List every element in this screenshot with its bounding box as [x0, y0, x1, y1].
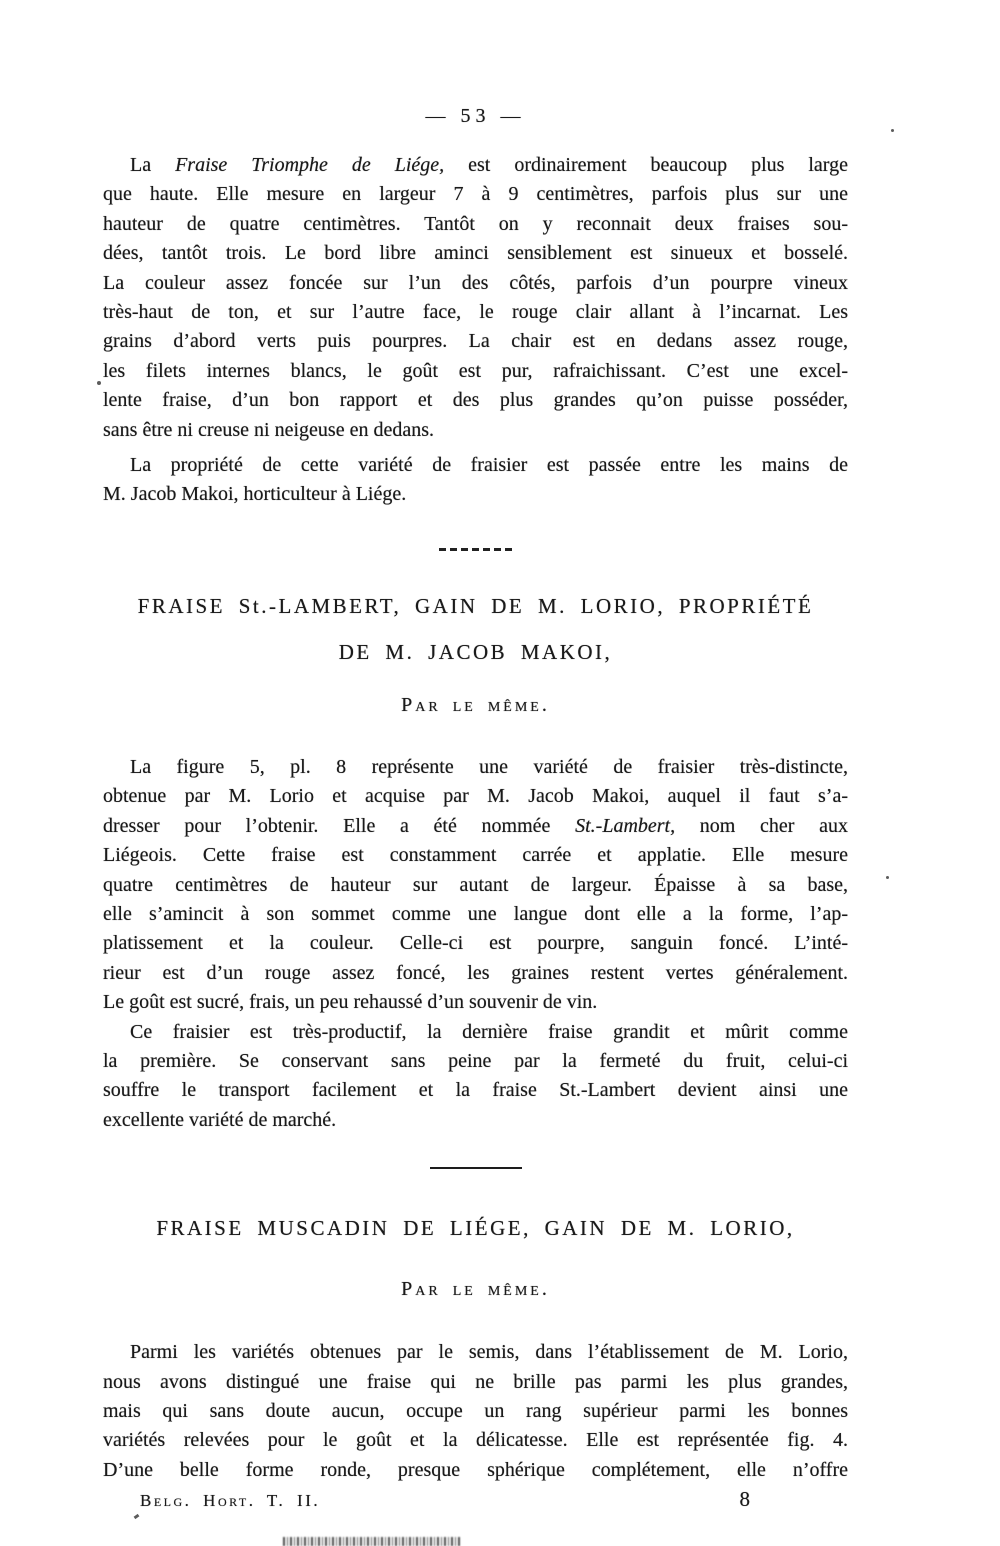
text-line: excellente variété de marché. [103, 1108, 337, 1131]
paragraph-lines [103, 753, 848, 812]
line-segment: La [130, 154, 176, 176]
text-line-with-italic [103, 151, 848, 180]
paragraph-lines [103, 1338, 848, 1485]
paragraph-lines [103, 841, 848, 1017]
section-divider-dashed [439, 548, 513, 551]
paragraph-st-lambert-description [103, 753, 848, 1018]
text-line: les filets internes blancs, le goût est pur, rafraichissant. C’est une excel- [103, 359, 848, 382]
byline-st-lambert: Par le même. [401, 693, 550, 716]
text-line: platissement et la couleur. Celle-ci est pourpre, sanguin foncé. L’inté- [103, 932, 848, 955]
text-line: La figure 5, pl. 8 représente une variété de fraisier très-distincte, [130, 755, 848, 778]
paragraph-lines [103, 180, 848, 445]
text-line: Liégeois. Cette fraise est constamment carrée et applatie. Elle mesure [103, 844, 848, 867]
text-line: Ce fraisier est très-productif, la dernière fraise grandit et mûrit comme [130, 1020, 848, 1043]
text-line: lente fraise, d’un bon rapport et des plus grandes qu’on puisse posséder, [103, 389, 848, 412]
article-title-st-lambert [103, 583, 848, 675]
page-footer [103, 1487, 848, 1511]
text-line: très-haut de ton, et sur l’autre face, le rouge clair allant à l’incarnat. Les [103, 301, 848, 324]
paragraph-triomphe-ownership [103, 451, 848, 510]
text-line: Le goût est sucré, frais, un peu rehaussé d’un souvenir de vin. [103, 991, 598, 1014]
text-line: obtenue par M. Lorio et acquise par M. Jacob Makoi, auquel il faut s’a- [103, 785, 848, 808]
text-line: nous avons distingué une fraise qui ne brille pas parmi les plus grandes, [103, 1370, 848, 1393]
article-title-muscadin [103, 1205, 848, 1251]
footer-signature: Belg. Hort. T. II. [140, 1491, 321, 1511]
section-divider [430, 1167, 522, 1169]
scan-speck [97, 381, 101, 385]
page-number: — 53 — [425, 105, 526, 127]
text-line: mais qui sans doute aucun, occupe un rang supérieur parmi les bonnes [103, 1399, 848, 1422]
text-line: souffre le transport facilement et la fraise St.-Lambert devient ainsi une [103, 1079, 848, 1102]
text-line-with-italic [103, 812, 848, 841]
scan-speck [886, 876, 889, 879]
text-line: sans être ni creuse ni neigeuse en dedans. [103, 418, 434, 441]
paragraph-lines [103, 451, 848, 510]
paragraph-st-lambert-productivity [103, 1018, 848, 1136]
text-line: D’une belle forme ronde, presque sphérique complétement, elle n’offre [103, 1458, 848, 1481]
paragraph-muscadin-description [103, 1338, 848, 1485]
text-line: rieur est d’un rouge assez foncé, les graines restent vertes généralement. [103, 961, 848, 984]
text-line: elle s’amincit à son sommet comme une langue dont elle a la forme, l’ap- [103, 902, 848, 925]
paragraph-lines [103, 1018, 848, 1136]
line-segment: dresser pour l’obtenir. Elle a été nommée [103, 814, 576, 837]
italic-variety-name: St.-Lambert, [575, 814, 676, 837]
text-line: Parmi les variétés obtenues par le semis, dans l’établissement de M. Lorio, [130, 1341, 848, 1364]
paragraph-triomphe-description [103, 151, 848, 445]
text-block [103, 0, 848, 1546]
text-line: la première. Se conservant sans peine par la fermeté du fruit, celui-ci [103, 1049, 848, 1072]
text-line: variétés relevées pour le goût et la délicatesse. Elle est représentée fig. 4. [103, 1429, 848, 1452]
text-line: M. Jacob Makoi, horticulteur à Liége. [103, 483, 407, 506]
title-line: DE M. JACOB MAKOI, [338, 639, 613, 664]
line-segment: est ordinairement beaucoup plus large [444, 154, 848, 176]
text-line: hauteur de quatre centimètres. Tantôt on y reconnait deux fraises sou- [103, 212, 848, 235]
text-line: La couleur assez foncée sur l’un des côtés, parfois d’un pourpre vineux [103, 271, 848, 294]
title-line: FRAISE St.-LAMBERT, GAIN DE M. LORIO, PROPRIÉTÉ [137, 593, 814, 618]
printers-smudge-artifact [283, 1537, 461, 1546]
text-line: grains d’abord verts puis pourpres. La chair est en dedans assez rouge, [103, 330, 848, 353]
text-line: dées, tantôt trois. Le bord libre aminci sensiblement est sinueux et bosselé. [103, 242, 848, 265]
byline-muscadin: Par le même. [401, 1278, 550, 1301]
text-line: que haute. Elle mesure en largeur 7 à 9 centimètres, parfois plus sur une [103, 183, 848, 206]
text-line: La propriété de cette variété de fraisier est passée entre les mains de [130, 454, 848, 477]
text-line: quatre centimètres de hauteur sur autant de largeur. Épaisse à sa base, [103, 873, 848, 896]
footer-sheet-number: 8 [739, 1487, 750, 1512]
title-line: FRAISE MUSCADIN DE LIÉGE, GAIN DE M. LORIO, [156, 1216, 795, 1241]
scan-speck [891, 129, 894, 132]
italic-variety-name: Fraise Triomphe de Liége, [175, 154, 445, 176]
line-segment: nom cher aux [675, 814, 849, 837]
